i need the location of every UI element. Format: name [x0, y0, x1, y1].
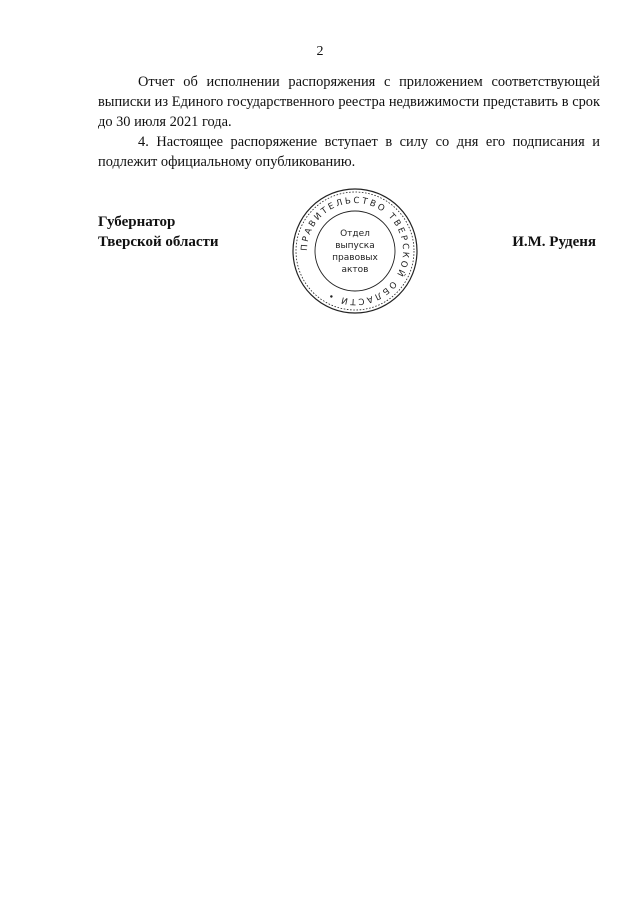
seal-graphic — [290, 186, 420, 316]
seal-center-line-3: правовых — [332, 253, 378, 263]
paragraph-report-deadline: Отчет об исполнении распоряжения с приложением соответствующей выписки из Единого государственного реестра недвижимости представить в срок до 30 июля 2021 года. — [98, 74, 600, 130]
signatory-name: И.М. Руденя — [512, 234, 596, 250]
signatory-title-line1: Губернатор — [98, 214, 176, 230]
paragraph-effective-date: 4. Настоящее распоряжение вступает в силу со дня его подписания и подлежит официальному опубликованию. — [98, 134, 600, 170]
signatory-title-line2: Тверской области — [98, 234, 219, 250]
seal-ring-text: ПРАВИТЕЛЬСТВО ТВЕРСКОЙ ОБЛАСТИ • — [299, 195, 411, 307]
document-body — [98, 72, 600, 172]
seal-outer-ring — [293, 189, 417, 313]
seal-dotted-ring — [296, 192, 414, 310]
seal-inner-ring — [315, 211, 395, 291]
page-number: 2 — [316, 44, 324, 59]
official-seal-stamp — [290, 186, 420, 316]
seal-center-line-1: Отдел — [340, 229, 370, 239]
signatory-title — [98, 212, 219, 252]
seal-center-line-2: выпуска — [335, 241, 375, 251]
seal-center-line-4: актов — [341, 265, 369, 275]
